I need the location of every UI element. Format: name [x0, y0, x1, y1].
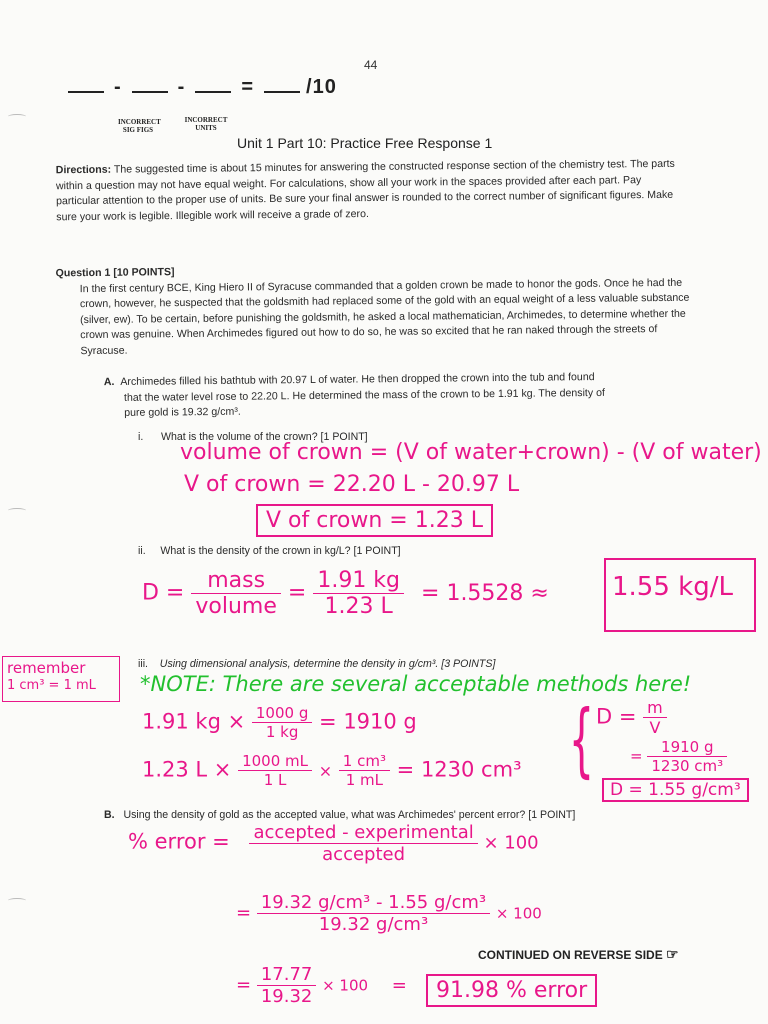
- cm3-per-ml-den: 1 mL: [345, 771, 384, 789]
- density-symbol: D =: [142, 580, 185, 606]
- binder-hole-mark: [8, 114, 26, 119]
- sub-iii-text: Using dimensional analysis, determine the density in g/cm³. [3 POINTS]: [159, 658, 496, 670]
- mass-start: 1.91 kg ×: [142, 709, 246, 734]
- mass-result: = 1910 g: [319, 709, 417, 734]
- times-100-3: × 100: [322, 976, 369, 995]
- part-a-line2: that the water level rose to 22.20 L. He determined the mass of the crown to be 1.91 kg. The density of: [123, 386, 605, 404]
- volume-answer-box: [256, 504, 493, 537]
- difference-value: 17.77: [257, 964, 317, 986]
- cm3-per-ml-num: 1 cm³: [339, 752, 390, 771]
- v-symbol: V: [649, 718, 661, 737]
- question-1: [56, 260, 697, 360]
- incorrect-sig-figs-label: INCORRECT SIG FIGS: [118, 118, 161, 134]
- sub-i-number: i.: [138, 431, 144, 443]
- formula-denominator: accepted: [322, 844, 406, 865]
- density-formula: [596, 698, 667, 737]
- volume-conversion: [142, 752, 521, 789]
- part-a: [104, 369, 704, 422]
- density-kg-l-answer: 1.55 kg/L: [612, 572, 733, 602]
- density-substitution: [630, 738, 727, 775]
- volume-answer: V of crown = 1.23 L: [266, 508, 483, 533]
- density-unrounded: = 1.5528 ≈: [421, 580, 549, 606]
- volume-result: = 1230 cm³: [396, 757, 522, 782]
- page-title: Unit 1 Part 10: Practice Free Response 1: [237, 135, 493, 151]
- times-100-2: × 100: [495, 904, 542, 923]
- sub-question-iii: [138, 657, 495, 673]
- several-methods-note: *NOTE: There are several acceptable methods here!: [140, 672, 692, 696]
- density-kg-l-work: [142, 568, 549, 619]
- sub-ii-text: What is the density of the crown in kg/L? [1 POINT]: [160, 545, 401, 557]
- part-b-text: Using the density of gold as the accepted value, what was Archimedes' percent error? [1 POINT]: [123, 809, 576, 821]
- page-number: 44: [364, 58, 378, 72]
- question-text: In the first century BCE, King Hiero II of Syracuse commanded that a golden crown be made to honor the gods. Once he had the crown, however, he suspected that the goldsmith had replaced some of the gold with an equal weight of a less valuable substance (silver, ew). To be certain, before punishing the goldsmith, he asked a local mathematician, Archimedes, to determine whether the crown was genuine. When Archimedes figured out how to do so, he was so excited that he ran naked through the streets of Syracuse.: [79, 276, 690, 358]
- part-b-letter: B.: [104, 809, 115, 821]
- mass-value: 1.91 kg: [313, 568, 404, 594]
- remember-line1: remember: [7, 659, 86, 677]
- density-symbol-2: D =: [596, 704, 637, 729]
- continued-note: [478, 946, 679, 963]
- volume-1230: 1230 cm³: [651, 757, 724, 775]
- substituted-denominator: 19.32 g/cm³: [318, 914, 429, 935]
- ml-per-l-den: 1 L: [263, 771, 287, 789]
- equals-sign-4: =: [236, 974, 252, 996]
- volume-label: volume: [195, 594, 277, 619]
- sub-question-ii: [138, 544, 401, 560]
- percent-error-label: % error =: [128, 829, 230, 854]
- part-a-line1: Archimedes filled his bathtub with 20.97 L of water. He then dropped the crown into the tub and found: [120, 371, 595, 388]
- percent-error-simplified: [236, 964, 407, 1007]
- accepted-value: 19.32: [260, 986, 313, 1007]
- binder-hole-mark: [8, 898, 26, 903]
- g-per-kg-num: 1000 g: [252, 704, 312, 723]
- ml-per-l-num: 1000 mL: [238, 752, 312, 771]
- times-sign: ×: [318, 761, 333, 781]
- score-line: - - = /10: [62, 76, 337, 99]
- equals-sign-2: =: [630, 747, 643, 765]
- g-per-kg-den: 1 kg: [265, 723, 299, 741]
- mass-conversion: [142, 704, 417, 741]
- continued-text: CONTINUED ON REVERSE SIDE: [478, 948, 663, 962]
- sub-iii-number: iii.: [138, 658, 149, 670]
- incorrect-units-label: INCORRECT UNITS: [184, 116, 228, 132]
- directions-label: Directions:: [55, 163, 112, 177]
- formula-numerator: accepted - experimental: [249, 822, 477, 844]
- volume-start: 1.23 L ×: [142, 757, 232, 782]
- substituted-numerator: 19.32 g/cm³ - 1.55 g/cm³: [257, 892, 490, 914]
- remember-line2: 1 cm³ = 1 mL: [7, 678, 96, 693]
- sub-i-text: What is the volume of the crown? [1 POINT]: [160, 431, 368, 443]
- part-a-letter: A.: [103, 376, 115, 389]
- mass-label: mass: [191, 568, 281, 594]
- curly-brace: {: [568, 693, 595, 786]
- percent-error-formula: [128, 822, 539, 865]
- question-label: Question 1 [10 POINTS]: [55, 266, 175, 280]
- mass-1910: 1910 g: [647, 738, 727, 757]
- score-total: /10: [306, 76, 337, 98]
- times-100: × 100: [483, 832, 539, 854]
- binder-hole-mark: [8, 508, 26, 513]
- equals-sign: =: [287, 580, 307, 606]
- remember-note: [2, 656, 120, 702]
- volume-equation-line1: volume of crown = (V of water+crown) - (V of water): [180, 440, 762, 465]
- part-a-line3: pure gold is 19.32 g/cm³.: [124, 405, 241, 420]
- equals-sign-3: =: [236, 902, 252, 924]
- volume-value: 1.23 L: [324, 594, 393, 619]
- directions-text: The suggested time is about 15 minutes for answering the constructed response section of the chemistry test. The parts within a question may not have equal weight. For calculations, show all your work in the spaces provided after each part. Pay particular attention to the proper use of units. Be sure your final answer is rounded to the correct number of significant figures. Make sure your work is legible. Illegible work will receive a grade of zero.: [55, 157, 675, 224]
- percent-error-answer: 91.98 % error: [426, 974, 597, 1007]
- percent-error-substitution: [236, 892, 542, 935]
- density-g-cm3-answer: D = 1.55 g/cm³: [602, 778, 749, 802]
- sub-ii-number: ii.: [138, 545, 146, 557]
- m-symbol: m: [643, 698, 667, 718]
- directions: [56, 157, 679, 226]
- equals-sign-5: =: [391, 974, 407, 996]
- volume-equation-line2: V of crown = 22.20 L - 20.97 L: [184, 472, 520, 497]
- pointing-hand-icon: ☞: [666, 946, 679, 962]
